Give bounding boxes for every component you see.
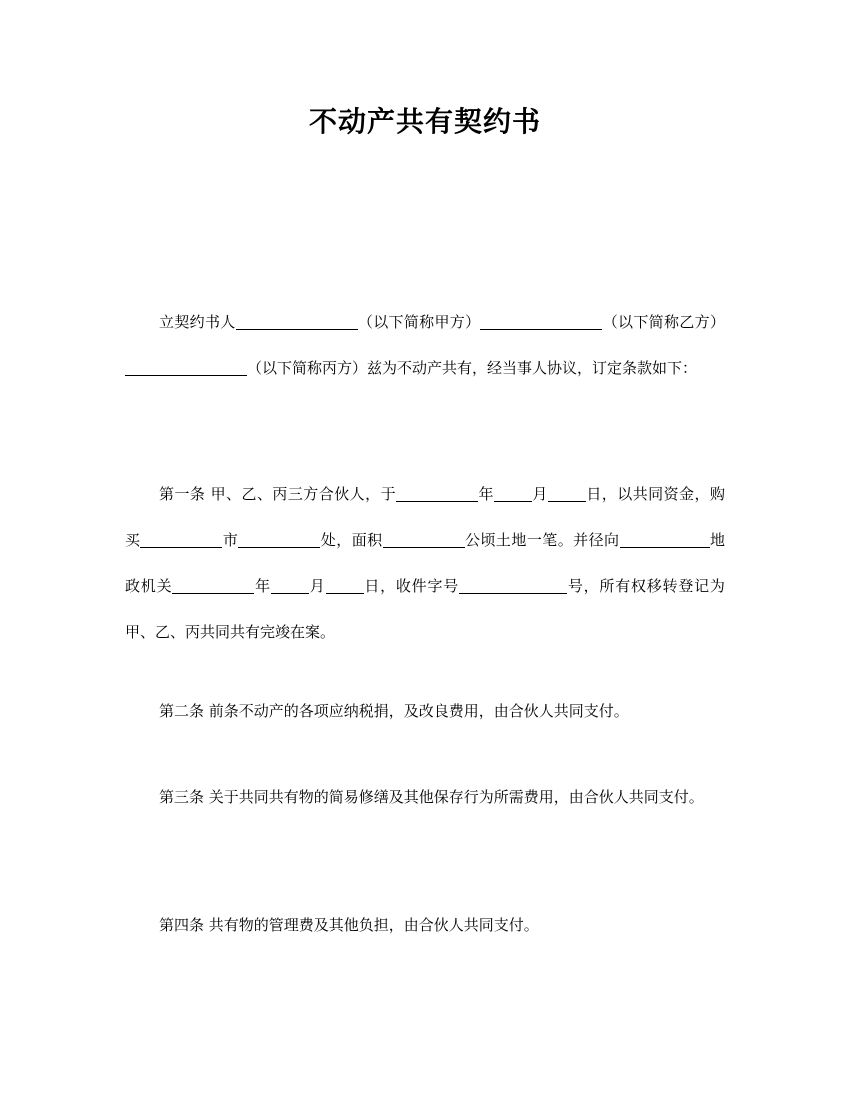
article-1-prefix: 第一条 甲、乙、丙三方合伙人，于 [159,485,397,503]
number-label: 号，所有权移转登 [567,577,695,595]
day2-blank [326,578,364,594]
area-label: 公顷土地一笔。并径向 [464,531,620,549]
party-a-blank [236,314,358,330]
agency-blank [620,532,710,548]
article-3-paragraph: 第三条 关于共同共有物的简易修缮及其他保存行为所需费用，由合伙人共同支付。 [159,788,704,806]
month-blank [494,486,532,502]
party-b-label: （以下简称乙 [602,313,695,331]
place-label: 处，面积 [320,531,383,549]
year-label: 年 [478,485,494,503]
article-2-paragraph: 第二条 前条不动产的各项应纳税捐，及改良费用，由合伙人共同支付。 [159,702,629,720]
document-title: 不动产共有契约书 [308,105,541,138]
party-c-blank [125,360,247,376]
city-label: 市 [222,531,239,549]
number-blank [459,578,567,594]
year2-label: 年 [254,577,271,595]
day-label: 日，以共同资金， [585,485,710,503]
day2-label: 日，收件字号 [363,577,460,595]
article-1-paragraph [125,471,725,655]
preamble-paragraph [125,299,725,391]
buy-label: 购买 [125,485,725,549]
party-b-blank [480,314,602,330]
year-blank [396,486,478,502]
preamble-line3: 如下： [652,359,698,377]
party-c-label: （以下简称丙方）兹为不动产共有，经当事人协议，订定条款 [247,359,653,377]
preamble-line2-start: 方） [694,313,725,331]
article-4-paragraph: 第四条 共有物的管理费及其他负担，由合伙人共同支付。 [159,916,539,934]
party-a-label: （以下简称甲方） [357,313,481,331]
preamble-prefix: 立契约书人 [159,313,236,331]
month2-blank [271,578,309,594]
city-blank [140,532,222,548]
place-blank [238,532,320,548]
month2-label: 月 [308,577,326,595]
day-blank [548,486,586,502]
year2-blank [172,578,254,594]
area-blank [383,532,465,548]
agency-label: 地政机关 [125,531,725,595]
month-label: 月 [531,485,548,503]
article-1-line4: 记为甲、乙、丙共同共有完竣在案。 [125,577,725,641]
